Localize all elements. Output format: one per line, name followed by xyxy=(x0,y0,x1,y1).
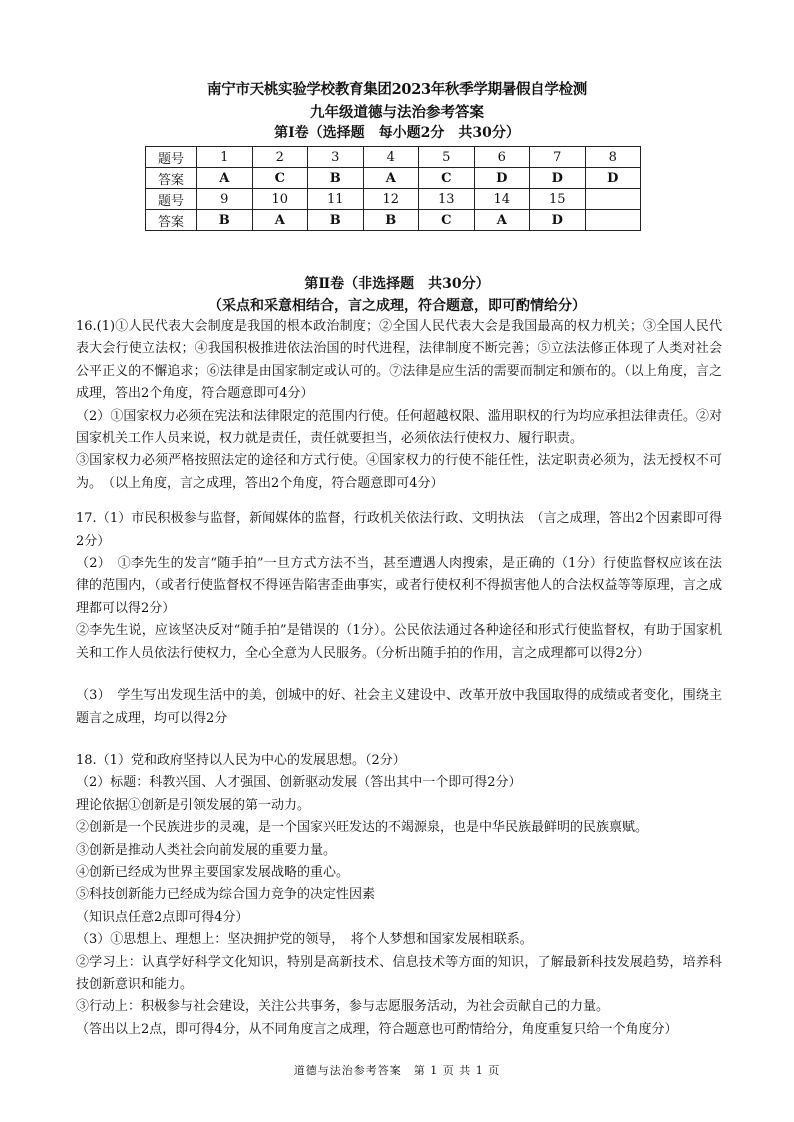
answer-cell: A xyxy=(363,168,419,189)
row-label-question: 题号 xyxy=(146,189,197,210)
question-number-row xyxy=(146,189,641,210)
answer-cell: B xyxy=(308,168,364,189)
answer-cell: A xyxy=(474,210,530,231)
row-label-answer: 答案 xyxy=(146,168,197,189)
q18-basis: 理论依据①创新是引领发展的第一动力。 xyxy=(76,797,311,813)
section1-title: 第Ⅰ卷（选择题 每小题2分 共30分） xyxy=(274,125,520,141)
q16-part2a: （2）①国家权力必须在宪法和法律限定的范围内行使。任何超越权限、滥用职权的行为均应承担法律责任。②对国家机关工作人员来说，权力就是责任，责任就要担当，必须依法行使权力、履行职责。 xyxy=(76,408,722,447)
section2-note: （采点和采意相结合，言之成理，符合题意，即可酌情给分） xyxy=(208,298,586,314)
question-number-cell: 11 xyxy=(308,189,364,210)
q18-part2-score: （知识点任意2点即可得4分） xyxy=(76,909,249,925)
q18-point2: ②创新是一个民族进步的灵魂，是一个国家兴旺发达的不竭源泉，也是中华民族最鲜明的民族禀赋。 xyxy=(76,820,649,836)
row-label-answer: 答案 xyxy=(146,210,197,231)
q17-part2a: （2） ①李先生的发言“随手拍”一旦方式方法不当，甚至遭遇人肉搜索，是正确的（1分）行使监督权应该在法律的范围内，（或者行使监督权不得诬告陷害歪曲事实，或者行使权利不得损害他人的合法权益等等原理，言之成理都可以得2分） xyxy=(76,556,722,616)
answer-row xyxy=(146,210,641,231)
question-number-cell: 1 xyxy=(197,147,253,168)
q18-part1: 18.（1）党和政府坚持以人民为中心的发展思想。（2分） xyxy=(76,752,406,768)
q17-part2b: ②李先生说，应该坚决反对“随手拍”是错误的（1分）。公民依法通过各种途径和形式行使监督权，有助于国家机关和工作人员依法行使权力，全心全意为人民服务。（分析出随手拍的作用，言之成理都可以得2分） xyxy=(76,623,722,661)
q18-part3c: ③行动上：积极参与社会建设，关注公共事务，参与志愿服务活动，为社会贡献自己的力量。 xyxy=(76,999,610,1015)
q18-point3: ③创新是推动人类社会向前发展的重要力量。 xyxy=(76,842,337,858)
q16-part1: 16.(1)①人民代表大会制度是我国的根本政治制度；②全国人民代表大会是我国最高的权力机关；③全国人民代表大会行使立法权；④我国积极推进依法治国的时代进程，法律制度不断完善；⑤立法法修正体现了人类对社会公平正义的不懈追求；⑥法律是由国家制定或认可的。⑦法律是应生活的需要而制定和颁布的。（以上角度，言之成理，答出2个角度，符合题意即可4分） xyxy=(76,319,722,402)
question-number-cell: 10 xyxy=(252,189,308,210)
page-footer: 道德与法治参考答案 第 1 页 共 1 页 xyxy=(293,1064,501,1077)
q18-part3b: ②学习上：认真学好科学文化知识，特别是高新技术、信息技术等方面的知识，了解最新科技发展趋势，培养科技创新意识和能力。 xyxy=(76,954,722,992)
answer-cell: A xyxy=(252,210,308,231)
question-number-cell: 13 xyxy=(419,189,475,210)
document-title: 南宁市天桃实验学校教育集团2023年秋季学期暑假自学检测 xyxy=(207,81,587,98)
q17-part1: 17.（1）市民积极参与监督，新闻媒体的监督，行政机关依法行政、文明执法 （言之成理，答出2个因素即可得2分） xyxy=(76,511,722,549)
row-label-question: 题号 xyxy=(146,147,197,168)
answer-cell xyxy=(585,210,641,231)
answer-cell: B xyxy=(308,210,364,231)
q18-part3-score: （答出以上2点，即可得4分，从不同角度言之成理，符合题意也可酌情给分，角度重复只给一个角度分） xyxy=(76,1021,678,1037)
answer-cell: A xyxy=(197,168,253,189)
answer-cell: C xyxy=(419,210,475,231)
q18-point4: ④创新已经成为世界主要国家发展战略的重心。 xyxy=(76,864,350,880)
question-number-cell: 5 xyxy=(419,147,475,168)
question-number-cell: 4 xyxy=(363,147,419,168)
document-subtitle: 九年级道德与法治参考答案 xyxy=(310,104,484,121)
answer-row xyxy=(146,168,641,189)
question-number-cell: 6 xyxy=(474,147,530,168)
question-number-cell: 7 xyxy=(530,147,586,168)
q18-part2: （2）标题：科教兴国、人才强国、创新驱动发展（答出其中一个即可得2分） xyxy=(76,775,522,791)
section2-title: 第Ⅱ卷（非选择题 共30分） xyxy=(304,276,490,292)
answer-table xyxy=(145,146,641,231)
answer-cell: B xyxy=(363,210,419,231)
question-number-cell: 14 xyxy=(474,189,530,210)
answer-cell: D xyxy=(530,210,586,231)
answer-cell: D xyxy=(530,168,586,189)
q18-part3a: （3）①思想上、理想上：坚决拥护党的领导， 将个人梦想和国家发展相联系。 xyxy=(76,932,533,948)
question-number-cell: 9 xyxy=(197,189,253,210)
answer-body xyxy=(76,316,722,1041)
question-number-row xyxy=(146,147,641,168)
answer-cell: D xyxy=(585,168,641,189)
question-number-cell: 15 xyxy=(530,189,586,210)
question-number-cell: 3 xyxy=(308,147,364,168)
answer-cell: C xyxy=(252,168,308,189)
answer-cell: B xyxy=(197,210,253,231)
question-number-cell: 2 xyxy=(252,147,308,168)
question-number-cell: 8 xyxy=(585,147,641,168)
question-number-cell: 12 xyxy=(363,189,419,210)
question-number-cell xyxy=(585,189,641,210)
q16-part2b: ③国家权力必须严格按照法定的途径和方式行使。④国家权力的行使不能任性，法定职责必须为，法无授权不可为。 （以上角度，言之成理，答出2个角度，符合题意即可4分） xyxy=(76,453,722,491)
answer-cell: C xyxy=(419,168,475,189)
q18-point5: ⑤科技创新能力已经成为综合国力竞争的决定性因素 xyxy=(76,887,376,903)
answer-cell: D xyxy=(474,168,530,189)
q17-part3: （3） 学生写出发现生活中的美，创城中的好、社会主义建设中、改革开放中我国取得的成绩或者变化，围绕主题言之成理，均可以得2分 xyxy=(76,688,722,726)
